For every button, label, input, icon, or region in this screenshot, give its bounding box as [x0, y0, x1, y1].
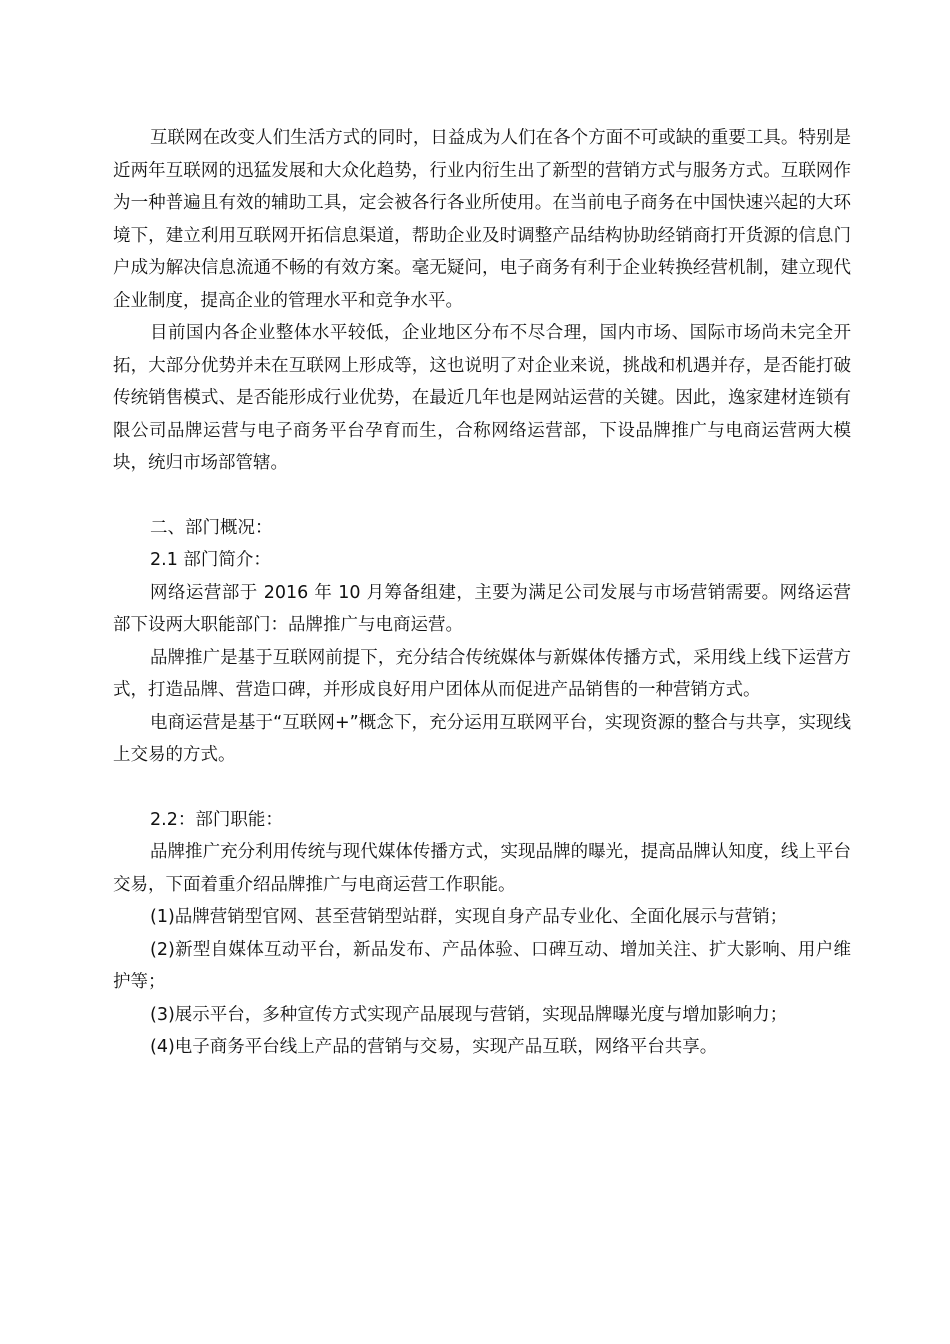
list-item: (1)品牌营销型官网、甚至营销型站群，实现自身产品专业化、全面化展示与营销； [150, 907, 788, 927]
list-item: (4)电子商务平台线上产品的营销与交易，实现产品互联，网络平台共享。 [150, 1037, 718, 1057]
section-2-heading: 二、部门概况： [150, 517, 273, 538]
subsection-2-1-heading: 2.1 部门简介： [150, 550, 271, 570]
subsection-2-2-paragraph-1: 品牌推广充分利用传统与现代媒体传播方式，实现品牌的曝光，提高品牌认知度，线上平台交易，下面着重介绍品牌推广与电商运营工作职能。 [113, 842, 851, 895]
list-item: (2)新型自媒体互动平台，新品发布、产品体验、口碑互动、增加关注、扩大影响、用户维护等； [113, 939, 851, 992]
subsection-2-1-paragraph-1: 网络运营部于 2016 年 10 月筹备组建，主要为满足公司发展与市场营销需要。网络运营部下设两大职能部门：品牌推广与电商运营。 [113, 582, 851, 635]
document-page [113, 122, 851, 1064]
subsection-2-1-paragraph-2: 品牌推广是基于互联网前提下，充分结合传统媒体与新媒体传播方式，采用线上线下运营方式，打造品牌、营造口碑，并形成良好用户团体从而促进产品销售的一种营销方式。 [113, 647, 851, 700]
section-spacer [113, 772, 851, 804]
intro-paragraph-1: 互联网在改变人们生活方式的同时，日益成为人们在各个方面不可或缺的重要工具。特别是近两年互联网的迅猛发展和大众化趋势，行业内衍生出了新型的营销方式与服务方式。互联网作为一种普遍且有效的辅助工具，定会被各行各业所使用。在当前电子商务在中国快速兴起的大环境下，建立利用互联网开拓信息渠道，帮助企业及时调整产品结构协助经销商打开货源的信息门户成为解决信息流通不畅的有效方案。毫无疑问，电子商务有利于企业转换经营机制，建立现代企业制度，提高企业的管理水平和竞争水平。 [113, 128, 851, 311]
section-spacer [113, 480, 851, 512]
subsection-2-2-heading: 2.2：部门职能： [150, 809, 283, 830]
subsection-2-1-paragraph-3: 电商运营是基于“互联网+”概念下，充分运用互联网平台，实现资源的整合与共享，实现线上交易的方式。 [113, 712, 851, 765]
intro-paragraph-2: 目前国内各企业整体水平较低，企业地区分布不尽合理，国内市场、国际市场尚未完全开拓，大部分优势并未在互联网上形成等，这也说明了对企业来说，挑战和机遇并存，是否能打破传统销售模式、是否能形成行业优势，在最近几年也是网站运营的关键。因此，逸家建材连锁有限公司品牌运营与电子商务平台孕育而生，合称网络运营部，下设品牌推广与电商运营两大模块，统归市场部管辖。 [113, 323, 851, 473]
list-item: (3)展示平台，多种宣传方式实现产品展现与营销，实现品牌曝光度与增加影响力； [150, 1004, 788, 1025]
